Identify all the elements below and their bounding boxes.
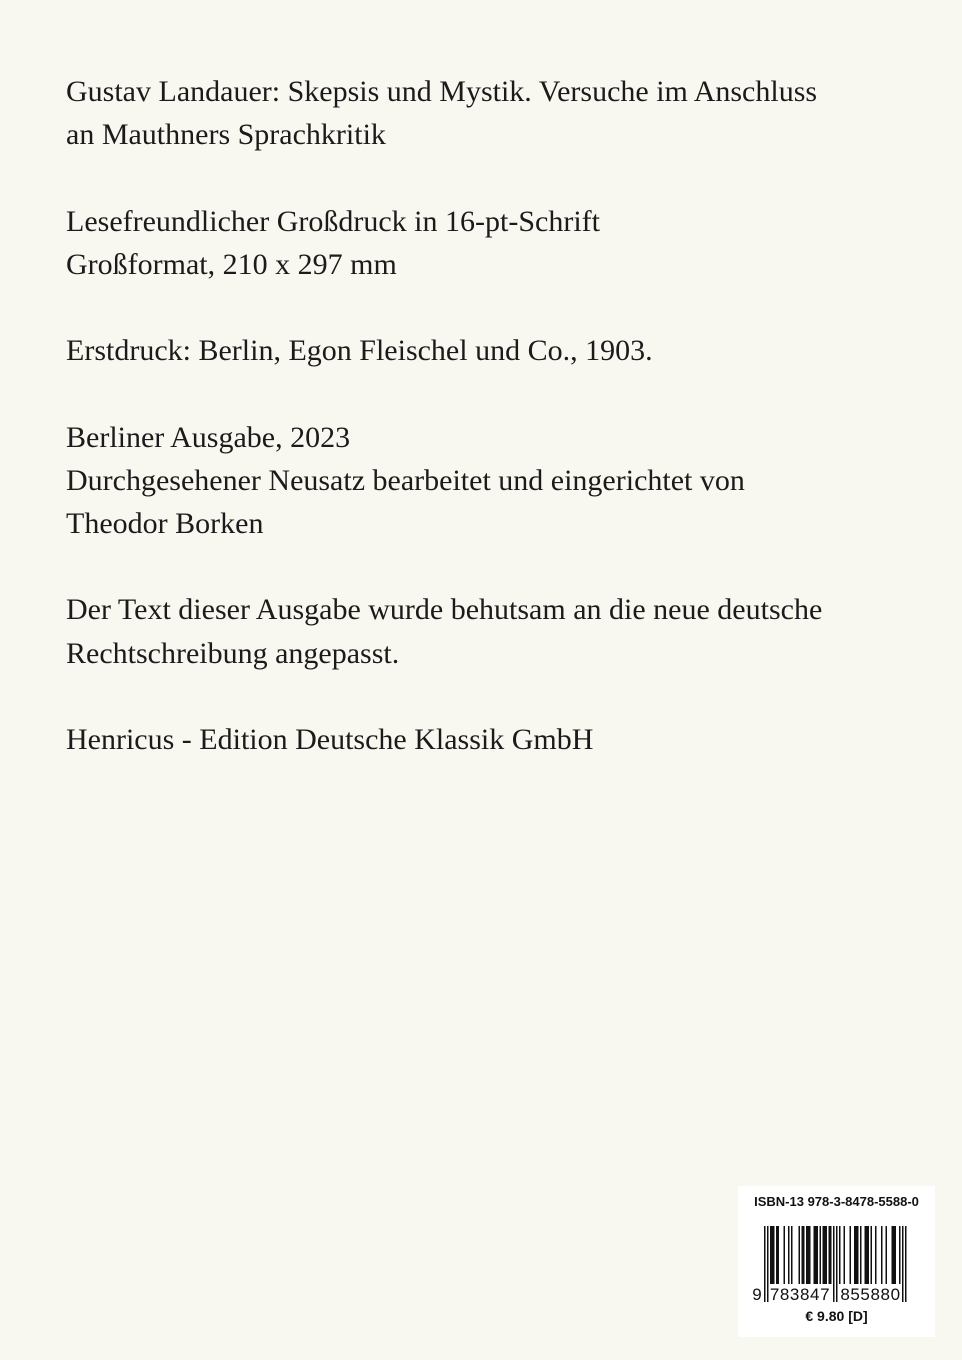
barcode-bar — [866, 1226, 868, 1284]
barcode-bar — [788, 1226, 790, 1284]
barcode-bar — [902, 1226, 904, 1302]
barcode-bar — [850, 1226, 852, 1284]
text-line: Gustav Landauer: Skepsis und Mystik. Versuche im Anschluss — [66, 75, 818, 108]
barcode-bar — [772, 1226, 774, 1284]
barcode-bar — [784, 1226, 786, 1284]
barcode-bar — [844, 1226, 846, 1284]
barcode-bar — [857, 1226, 859, 1284]
text-line: an Mauthners Sprachkritik — [66, 118, 386, 152]
barcode-bar — [836, 1226, 838, 1302]
barcode-bar — [839, 1226, 841, 1284]
barcode-bar — [826, 1226, 828, 1284]
text-line: Erstdruck: Berlin, Egon Fleischel und Co., 1903. — [66, 334, 653, 368]
barcode-bar — [856, 1226, 858, 1284]
barcode-bar — [881, 1226, 883, 1284]
text-line: Henricus - Edition Deutsche Klassik GmbH — [66, 722, 594, 756]
barcode-bar — [865, 1226, 867, 1284]
text-line: Lesefreundlicher Großdruck in 16-pt-Schrift — [66, 204, 600, 238]
barcode-bar — [886, 1226, 888, 1284]
barcode-bar — [833, 1226, 835, 1302]
text-line: Theodor Borken — [66, 506, 264, 540]
barcode — [738, 1186, 935, 1306]
edition-paragraph — [66, 416, 822, 546]
barcode-bar — [778, 1226, 780, 1284]
barcode-bar — [815, 1226, 817, 1284]
barcode-bar — [776, 1226, 778, 1284]
barcode-bar — [809, 1226, 811, 1284]
barcode-bar — [799, 1226, 801, 1284]
barcode-bar — [860, 1226, 862, 1284]
text-line: Berliner Ausgabe, 2023 — [66, 420, 351, 454]
price-label: € 9.80 [D] — [805, 1308, 868, 1324]
imprint-text — [66, 70, 822, 804]
barcode-bar — [808, 1226, 810, 1284]
barcode-bar — [905, 1226, 907, 1302]
isbn-label: ISBN-13 978-3-8478-5588-0 — [754, 1194, 919, 1209]
format-paragraph — [66, 200, 822, 286]
barcode-bar — [892, 1226, 894, 1284]
barcode-bar — [899, 1226, 901, 1284]
first-print-paragraph — [66, 329, 822, 372]
title-paragraph — [66, 70, 822, 156]
barcode-bar — [829, 1226, 831, 1284]
text-line: Durchgesehener Neusatz bearbeitet und eingerichtet von — [66, 463, 745, 497]
barcode-bar — [802, 1226, 804, 1284]
barcode-bar — [871, 1226, 873, 1284]
barcode-bar — [868, 1226, 870, 1284]
barcode-digits: 855880 — [840, 1285, 901, 1304]
barcode-digits: 783847 — [769, 1285, 831, 1304]
barcode-bar — [830, 1226, 832, 1284]
barcode-bar — [791, 1226, 793, 1284]
barcode-bar — [823, 1226, 825, 1284]
barcode-bar — [854, 1226, 856, 1284]
barcode-bar — [803, 1226, 805, 1284]
barcode-bar — [767, 1226, 769, 1302]
barcode-bar — [893, 1226, 895, 1284]
barcode-bar — [824, 1226, 826, 1284]
text-line: Der Text dieser Ausgabe wurde behutsam an die neue deutsche — [66, 593, 823, 627]
barcode-bar — [773, 1226, 775, 1284]
text-line: Rechtschreibung angepasst. — [66, 636, 400, 670]
barcode-bar — [875, 1226, 877, 1284]
barcode-bar — [820, 1226, 822, 1284]
publisher-paragraph — [66, 718, 822, 761]
barcode-bar — [814, 1226, 816, 1284]
orthography-paragraph — [66, 588, 822, 674]
barcode-bar — [895, 1226, 897, 1284]
isbn-barcode-box — [738, 1186, 935, 1337]
barcode-digits: 9 — [752, 1285, 762, 1304]
text-line: Großformat, 210 x 297 mm — [66, 247, 397, 281]
barcode-bar — [770, 1226, 772, 1284]
barcode-bar — [806, 1226, 808, 1284]
barcode-bar — [764, 1226, 766, 1302]
barcode-bar — [817, 1226, 819, 1284]
